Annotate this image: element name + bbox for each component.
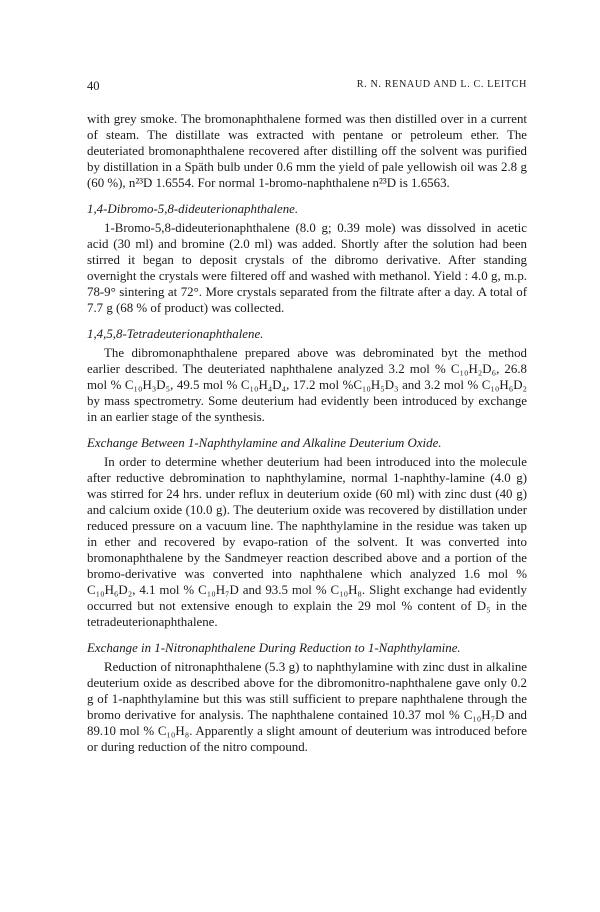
paragraph-dibromo: 1-Bromo-5,8-dideuterionaphthalene (8.0 g; 0.39 mole) was dissolved in acetic acid (30 ml) and bromine (2.0 ml) was added. Shortly after the solution had been stirred it began to deposit crystals of the dibromo derivative. After standing overnight the crystals were filtered off and washed with methanol. Yield : 4.0 g, m.p. 78-9° sintering at 72°. More crystals separated from the filtrate after a day. A total of 7.7 g (68 % of product) was collected. [87,221,527,315]
section-heading-tetradeuterio: 1,4,5,8-Tetradeuterionaphthalene. [87,327,264,341]
running-head: R. N. RENAUD AND L. C. LEITCH [356,79,527,90]
page-number: 40 [87,79,100,93]
paragraph-exchange-nitronaphthalene: Reduction of nitronaphthalene (5.3 g) to naphthylamine with zinc dust in alkaline deuterium oxide as described above for the dibromonitro-naphthalene gave only 0.2 g of 1-naphthylamine but this was still sufficient to prepare naphthalene through the bromo derivative for analysis. The naphthalene contained 10.37 mol % C₁₀H₇D and 89.10 mol % C₁₀H₈. Apparently a slight amount of deuterium was introduced before or during reduction of the nitro compound. [87,660,527,754]
paragraph-exchange-naphthylamine: In order to determine whether deuterium had been introduced into the molecule after reductive debromination to naphthylamine, normal 1-naphthy-lamine (4.0 g) was stirred for 24 hrs. under reflux in deuterium oxide (60 ml) with zinc dust (40 g) and calcium oxide (10.0 g). The deuterium oxide was recovered by distillation under reduced pressure on a vacuum line. The naphthylamine in the residue was taken up in ether and recovered by evapo-ration of the solvent. It was converted into bromonaphthalene by the Sandmeyer reaction described above and a portion of the bromo-derivative was converted into naphthalene which analyzed 1.6 mol % C₁₀H₆D₂, 4.1 mol % C₁₀H₇D and 93.5 mol % C₁₀H₈. Slight exchange had evidently occurred but not extensive enough to explain the 29 mol % content of D₅ in the tetradeuterionaphthalene. [87,455,527,629]
section-heading-exchange-nitronaphthalene: Exchange in 1-Nitronaphthalene During Reduction to 1-Naphthylamine. [87,641,461,655]
paragraph-continuation: with grey smoke. The bromonaphthalene formed was then distilled over in a current of steam. The distillate was extracted with pentane or petroleum ether. The deuteriated bromonaphthalene recovered after distilling off the solvent was purified by distillation in a Späth bulb under 0.6 mm the yield of pale yellowish oil was 2.8 g (60 %), n²³D 1.6554. For normal 1-bromo-naphthalene n²³D is 1.6563. [87,112,527,190]
section-heading-dibromo: 1,4-Dibromo-5,8-dideuterionaphthalene. [87,202,299,216]
page-header [87,79,527,99]
body-text [87,111,527,755]
section-heading-exchange-naphthylamine: Exchange Between 1-Naphthylamine and Alkaline Deuterium Oxide. [87,436,442,450]
paragraph-tetradeuterio: The dibromonaphthalene prepared above was debrominated byt the method earlier described. The deuteriated naphthalene analyzed 3.2 mol % C₁₀H₂D₆, 26.8 mol % C₁₀H₃D₅, 49.5 mol % C₁₀H₄D₄, 17.2 mol %C₁₀H₅D₃ and 3.2 mol % C₁₀H₆D₂ by mass spectrometry. Some deuterium had evidently been introduced by exchange in an earlier stage of the synthesis. [87,346,527,424]
